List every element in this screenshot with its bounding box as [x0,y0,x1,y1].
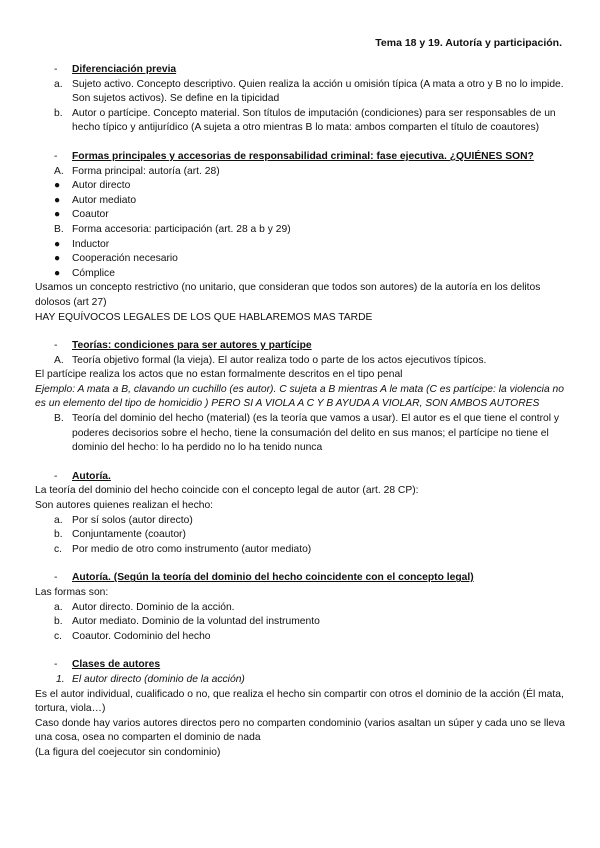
paragraph: Las formas son: [35,587,109,598]
paragraph: La teoría del dominio del hecho coincide con el concepto legal de autor (art. 28 CP): [35,485,419,497]
list-item: ● Autor directo [54,180,131,192]
section-heading-diferenciacion: - Diferenciación previa [54,64,177,75]
paragraph: HAY EQUÍVOCOS LEGALES DE LOS QUE HABLAREMOS MAS TARDE [35,311,373,323]
document-title: Tema 18 y 19. Autoría y participación. [375,37,562,49]
section-heading-teorias: - Teorías: condiciones para ser autores y partícipe [54,340,312,352]
list-item: ● Cooperación necesario [54,253,178,265]
list-item: a. Sujeto activo. Concepto descriptivo. Quien realiza la acción u omisión típica (A mata a otro y B no lo impide. Son sujetos activos). Se define en la tipicidad [54,78,564,105]
list-item: c. Por medio de otro como instrumento (autor mediato) [54,543,312,555]
section-heading-autoria-teoria: - Autoría. (Según la teoría del dominio del hecho coincidente con el concepto legal) [54,572,474,584]
section-heading-autoria: - Autoría. [54,470,111,482]
paragraph: Usamos un concepto restrictivo (no unitario, que consideran que todos son autores) de la autoría en los delitos dolosos (art 27) [35,282,541,308]
list-item: A. Forma principal: autoría (art. 28) [54,165,220,177]
list-item: a. Por sí solos (autor directo) [54,514,193,526]
list-item: ● Inductor [54,238,110,250]
subheading: 1. El autor directo (dominio de la acción) [56,673,245,685]
list-item: b. Autor o partícipe. Concepto material. Son títulos de imputación (condiciones) para ser responsables de un hecho típico y antijurídico (A sujeta a otro mientras B lo mata: ambos comparten el título de coautores) [54,107,556,134]
list-item: c. Coautor. Codominio del hecho [54,630,211,642]
list-item: a. Autor directo. Dominio de la acción. [54,601,235,613]
paragraph: (La figura del coejecutor sin condominio) [35,746,221,758]
paragraph: Caso donde hay varios autores directos pero no comparten condominio (varios asaltan un súper y cada uno se lleva una cosa, osea no comparten el dominio de nada [35,717,566,744]
paragraph: Son autores quienes realizan el hecho: [35,500,214,512]
paragraph: El partícipe realiza los actos que no estan formalmente descritos en el tipo penal [35,369,403,381]
list-item: B. Teoría del dominio del hecho (material) (es la teoría que vamos a usar). El autor es el que tiene el control y poderes decisorios sobre el hecho, tiene la consumación del delito en sus manos; el partícipe no tiene el dominio del hecho: lo ha perdido no lo ha tenido nunca [54,413,560,454]
section-heading-clases: - Clases de autores [54,659,161,671]
section-heading-formas: - Formas principales y accesorias de responsabilidad criminal: fase ejecutiva. ¿QUIÉNES SON? [54,150,534,162]
example-paragraph: Ejemplo: A mata a B, clavando un cuchillo (es autor). C sujeta a B mientras A le mata (C es partícipe: la violencia no es un elemento del tipo de homicidio ) PERO SI A VIOLA A C Y B AYUDA A VIOLAR, SON AMBOS AUTORES [35,383,565,410]
list-item: b. Autor mediato. Dominio de la voluntad del instrumento [54,616,320,628]
list-item: ● Autor mediato [54,194,137,206]
document-body [35,63,570,761]
list-item: B. Forma accesoria: participación (art. 28 a b y 29) [54,223,291,235]
list-item: ● Cómplice [54,267,115,279]
list-item: ● Coautor [54,209,109,221]
paragraph: Es el autor individual, cualificado o no, que realiza el hecho sin compartir con otros el dominio de la acción (Él mata, tortura, viola…) [35,688,564,715]
list-item: A. Teoría objetivo formal (la vieja). El autor realiza todo o parte de los actos ejecutivos típicos. [54,354,487,366]
list-item: b. Conjuntamente (coautor) [54,529,186,541]
